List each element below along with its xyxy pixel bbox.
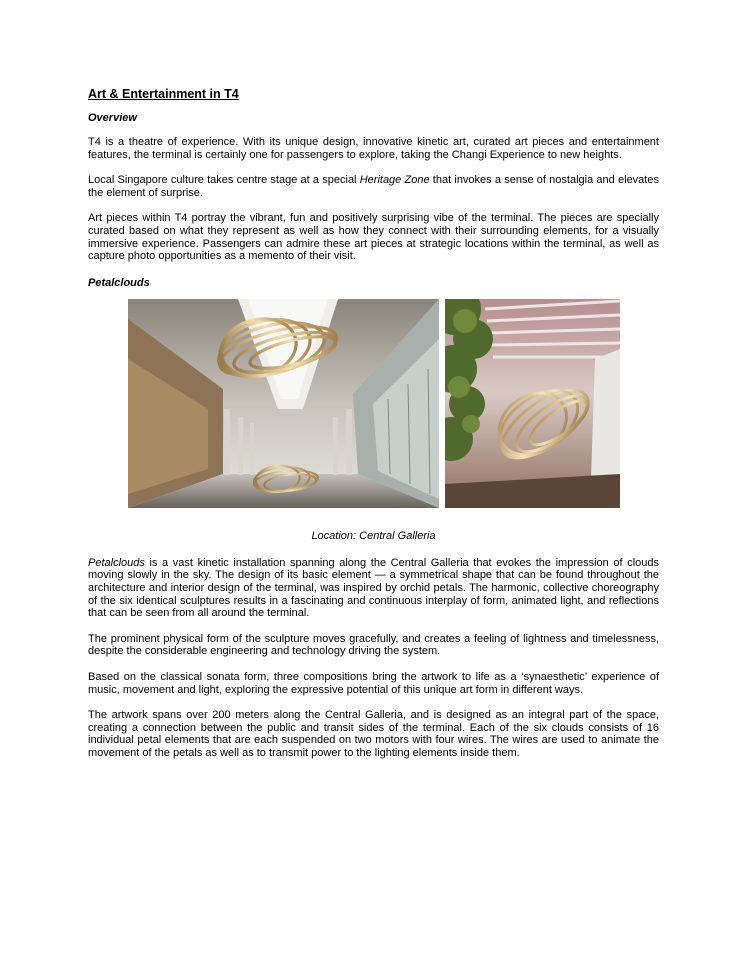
petalclouds-heading: Petalclouds [88, 276, 150, 289]
photo-row [88, 299, 659, 508]
heritage-text-before: Local Singapore culture takes centre stage at a special [88, 174, 360, 187]
page-title: Art & Entertainment in T4 [88, 87, 239, 101]
petalclouds-paragraph-4: The artwork spans over 200 meters along the Central Galleria, and is designed as an integral part of the space, creating a connection between the public and transit sides of the terminal. Each of the six clouds consists of 16 individual petal elements that are each suspended on two motors with four wires. The wires are used to animate the movement of the petals as well as to transmit power to the lighting elements inside them. [88, 709, 659, 759]
photo-caption: Location: Central Galleria [311, 529, 436, 542]
document-page [88, 86, 659, 772]
heritage-zone-emphasis: Heritage Zone [359, 174, 430, 187]
photo-sculpture-closeup [445, 299, 620, 508]
overview-paragraph-2: Art pieces within T4 portray the vibrant, fun and positively surprising vibe of the terminal. The pieces are specially curated based on what they represent as well as how they connect with their surrounding elements, for a visually immersive experience. Passengers can admire these art pieces at strategic locations within the terminal, as well as capture photo opportunities as a memento of their visit. [88, 212, 659, 263]
heritage-paragraph [88, 174, 659, 199]
petalclouds-emphasis: Petalclouds [88, 556, 145, 569]
overview-paragraph-1: T4 is a theatre of experience. With its unique design, innovative kinetic art, curated art pieces and entertainment features, the terminal is certainly one for passengers to explore, taking the Changi Experience to new heights. [88, 136, 659, 161]
petalclouds-intro-text: is a vast kinetic installation spanning along the Central Galleria that evokes the impression of clouds moving slowly in the sky. The design of its basic element — a symmetrical shape that can be found throughout the architecture and interior design of the terminal, was inspired by orchid petals. The harmonic, collective choreography of the six identical sculptures results in a fascinating and continuous interplay of form, animated light, and reflections that can be seen from all around the terminal. [88, 556, 659, 620]
heritage-text-after: that invokes a sense of nostalgia and elevates the element of surprise. [88, 174, 659, 199]
overview-heading: Overview [88, 112, 137, 124]
petalclouds-intro-paragraph [88, 557, 659, 620]
petalclouds-paragraph-3: Based on the classical sonata form, three compositions bring the artwork to life as a ‘synaesthetic’ experience of music, movement and light, exploring the expressive potential of this unique art form in different ways. [88, 670, 659, 696]
petalclouds-paragraph-2: The prominent physical form of the sculpture moves gracefully, and creates a feeling of lightness and timelessness, despite the considerable engineering and technology driving the system. [88, 632, 659, 658]
photo-central-galleria [128, 299, 439, 508]
